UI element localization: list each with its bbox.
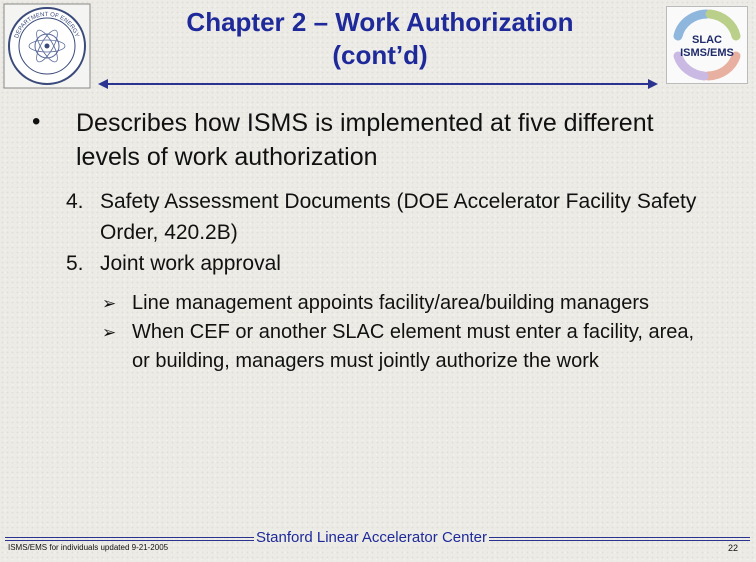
logo-text-isms-ems: ISMS/EMS — [680, 47, 734, 59]
title-divider-arrow — [98, 78, 658, 90]
footer-left-text: ISMS/EMS for individuals updated 9-21-2005 — [8, 543, 169, 552]
sub-list-item — [102, 318, 702, 376]
slac-isms-ems-logo — [666, 6, 748, 84]
list-item-number: 4. — [66, 190, 84, 213]
title-line-2: (cont’d) — [332, 40, 428, 70]
list-item-text: Joint work approval — [100, 252, 281, 275]
page-number: 22 — [728, 543, 739, 553]
sub-list-item — [102, 289, 702, 318]
numbered-list — [66, 186, 726, 279]
logo-text-slac: SLAC — [692, 34, 722, 46]
arrow-bullet-icon: ➢ — [102, 323, 117, 342]
title-line-1: Chapter 2 – Work Authorization — [186, 7, 574, 37]
main-bullet-text: Describes how ISMS is implemented at five different levels of work authorization — [76, 109, 654, 171]
seal-text: DEPARTMENT OF ENERGY — [14, 11, 80, 40]
sub-list-item-text: Line management appoints facility/area/building managers — [132, 292, 649, 314]
bullet-dot: • — [32, 108, 41, 135]
arrow-bullet-icon: ➢ — [102, 294, 117, 313]
list-item-text: Safety Assessment Documents (DOE Accelerator Facility Safety Order, 420.2B) — [100, 190, 697, 244]
sub-bullet-list — [102, 289, 702, 376]
seal-logo — [3, 3, 91, 89]
sub-list-item-text: When CEF or another SLAC element must enter a facility, area, or building, managers must jointly authorize the work — [132, 321, 695, 372]
list-item — [66, 248, 726, 279]
footer-center-text: Stanford Linear Accelerator Center — [256, 529, 487, 546]
list-item — [66, 186, 726, 248]
list-item-number: 5. — [66, 252, 84, 275]
slide-title — [95, 6, 665, 72]
